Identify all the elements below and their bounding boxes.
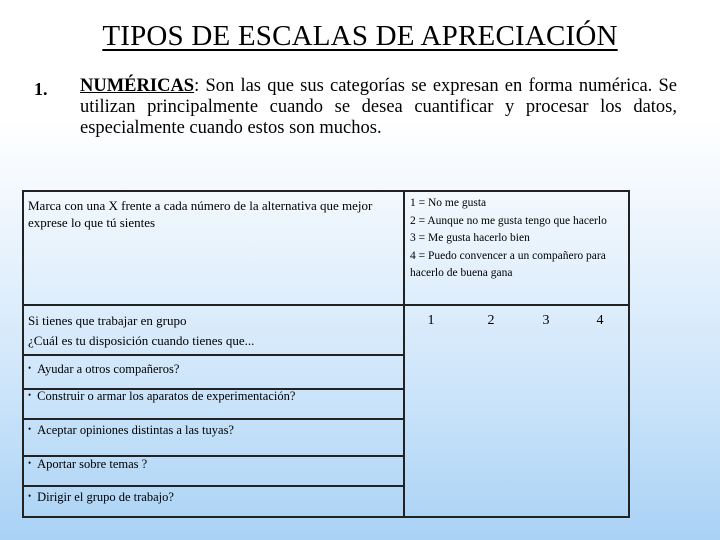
- section-colon: :: [194, 76, 200, 96]
- bullet-icon: •: [28, 362, 32, 373]
- item-label: Construir o armar los aparatos de experimentación?: [37, 389, 296, 403]
- row-divider: [24, 418, 403, 420]
- question-line: Si tienes que trabajar en grupo: [28, 313, 187, 328]
- question-text: [28, 311, 398, 351]
- section-number: 1.: [34, 79, 48, 99]
- scale-number-1: 1: [427, 313, 435, 328]
- list-item: [28, 362, 179, 377]
- bullet-icon: •: [28, 457, 32, 468]
- item-label: Ayudar a otros compañeros?: [37, 362, 180, 376]
- scale-legend: [410, 195, 615, 283]
- scale-number-2: 2: [487, 313, 495, 328]
- row-divider: [24, 304, 628, 306]
- rating-scale-table: [22, 190, 630, 518]
- column-divider: [403, 192, 405, 516]
- item-label: Dirigir el grupo de trabajo?: [37, 490, 174, 504]
- scale-number-4: 4: [596, 313, 604, 328]
- list-item: [28, 490, 174, 505]
- legend-item: 4 = Puedo convencer a un compañero para hacerlo de buena gana: [410, 249, 606, 279]
- row-divider: [24, 485, 403, 487]
- list-item: [28, 423, 234, 438]
- list-item: [28, 457, 147, 472]
- legend-item: 3 = Me gusta hacerlo bien: [410, 232, 530, 244]
- scale-number-3: 3: [542, 313, 550, 328]
- question-line: ¿Cuál es tu disposición cuando tienes que...: [28, 333, 255, 348]
- legend-item: 2 = Aunque no me gusta tengo que hacerlo: [410, 214, 607, 227]
- bullet-icon: •: [28, 389, 32, 400]
- item-label: Aceptar opiniones distintas a las tuyas?: [37, 423, 234, 437]
- row-divider: [24, 354, 403, 356]
- instruction-text: Marca con una X frente a cada número de la alternativa que mejor exprese lo que tú sientes: [28, 198, 373, 230]
- section-text: Son las que sus categorías se expresan en forma numérica. Se utilizan principalmente cuando se desea cuantificar y procesar los datos, especialmente cuando estos son muchos.: [80, 76, 677, 138]
- list-item: [28, 389, 295, 404]
- bullet-icon: •: [28, 490, 32, 501]
- item-label: Aportar sobre temas ?: [37, 457, 148, 471]
- section-term: NUMÉRICAS: [80, 76, 195, 96]
- slide-title: TIPOS DE ESCALAS DE APRECIACIÓN: [102, 20, 618, 52]
- bullet-icon: •: [28, 423, 32, 434]
- legend-item: 1 = No me gusta: [410, 197, 487, 209]
- section-description: [80, 76, 677, 139]
